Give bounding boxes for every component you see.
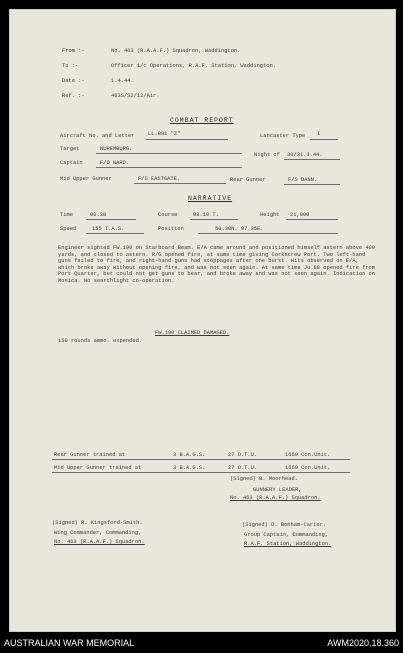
mid-upper-rule [134, 183, 226, 184]
footer-accession-number: AWM2020.18.360 [327, 638, 399, 648]
date-value: 1.4.44. [111, 78, 134, 84]
gunnery-leader-unit: No. 463 (R.A.A.F.) Squadron. [230, 495, 321, 501]
type-label: Lancaster Type [260, 133, 306, 139]
target-label: Target [60, 146, 80, 152]
to-label: To :- [62, 63, 79, 69]
narrative-paragraph: Engineer sighted FW.190 on Starboard Beam. E/A came around and positioned himself astern above 400 yards, and closed to astern. R/G opened fire, at same time giving Corkscrew Port. Two left-hand guns failed to fire, and right-hand guns had stoppages after one burst. Hits observed on E/A, which broke away without opening fire, and was not seen again. At same time Ju.88 opened fire from Port Quarter, but could not get guns to bear, and broke away and was not seen again. Indication on Monica. No searchlight co-operation. [58, 245, 376, 284]
target-rule [96, 153, 242, 154]
mid-upper-trained-unit: 1660 Con.Unit. [285, 465, 331, 471]
wing-commander-title: Wing Commander, Commanding, [54, 530, 142, 536]
rear-trained-otu: 27 O.T.U. [228, 452, 258, 458]
ammo-line: 150 rounds ammo. expended. [58, 338, 143, 344]
rear-trained-label: Rear Gunner trained at [54, 452, 126, 458]
night-value: 30/31.3.44. [287, 152, 323, 158]
speed-label: Speed [60, 226, 77, 232]
ref-value: 463S/S2/12/Air. [111, 93, 160, 99]
course-label: Course [158, 212, 178, 218]
narrative-title: NARRATIVE [188, 195, 233, 202]
aircraft-value: LL.881 "Z" [148, 131, 181, 137]
position-rule [198, 233, 338, 234]
time-label: Time [60, 212, 73, 218]
rear-trained-rule [52, 459, 350, 460]
mid-upper-trained-school: 3 B.A.G.S. [173, 465, 206, 471]
rear-gunner-value: F/S DANN. [288, 177, 318, 183]
document-page [9, 9, 396, 632]
aircraft-rule [146, 139, 228, 140]
time-value: 00.30 [90, 212, 107, 218]
group-captain-unit: R.A.F. Station, Waddington. [244, 541, 332, 547]
rear-trained-school: 3 B.A.G.S. [173, 452, 206, 458]
gunnery-leader-signed: (Signed) B. Moorhead. [230, 476, 298, 482]
wing-commander-unit: No. 463 (R.A.A.F.) Squadron. [54, 539, 145, 545]
target-value: NUREMBURG. [100, 146, 133, 152]
date-label: Date :- [62, 78, 85, 84]
from-value: No. 463 (R.A.A.F.) Squadron, Waddington. [111, 48, 241, 54]
height-rule [286, 219, 338, 220]
course-rule [190, 219, 238, 220]
archive-footer [0, 633, 403, 653]
captain-value: F/O WARD. [100, 160, 130, 166]
type-value: I [317, 131, 321, 137]
gunnery-leader-title: GUNNERY LEADER, [253, 487, 302, 493]
mid-upper-value: F/S EASTGATE. [138, 176, 181, 182]
mid-upper-trained-rule [52, 472, 350, 473]
speed-value: 155 I.A.S. [92, 226, 125, 232]
captain-label: Captain [60, 160, 83, 166]
height-value: 21,000 [290, 212, 310, 218]
wing-commander-signed: (Signed) R. Kingsford-Smith. [52, 520, 143, 526]
night-label: Night of [254, 152, 280, 158]
position-value: 50.30N. 07.35E. [215, 226, 264, 232]
footer-institution: AUSTRALIAN WAR MEMORIAL [4, 638, 135, 648]
group-captain-signed: (Signed) D. Bonham-Carter. [242, 522, 327, 528]
ref-label: Ref. :- [62, 93, 85, 99]
from-label: From :- [62, 48, 85, 54]
rear-gunner-rule [284, 184, 340, 185]
height-label: Height [260, 212, 280, 218]
time-rule [86, 219, 136, 220]
to-value: Officer i/c Operations, R.A.F. Station, Waddington. [111, 63, 276, 69]
speed-rule [86, 233, 144, 234]
night-rule [284, 159, 340, 160]
group-captain-title: Group Captain, Commanding, [244, 532, 329, 538]
type-rule [310, 139, 338, 140]
course-value: 08.10 T. [193, 212, 219, 218]
rear-trained-unit: 1660 Con.Unit. [285, 452, 331, 458]
aircraft-label: Aircraft No. and Letter [60, 133, 135, 139]
mid-upper-label: Mid Upper Gunner [60, 176, 112, 182]
report-title: COMBAT REPORT [170, 117, 234, 124]
captain-rule [96, 167, 242, 168]
position-label: Position [158, 226, 184, 232]
claim-line: FW.190 CLAIMED DAMAGED. [155, 330, 230, 336]
mid-upper-trained-otu: 27 O.T.U. [228, 465, 258, 471]
rear-gunner-label: Rear Gunner [230, 177, 266, 183]
mid-upper-trained-label: Mid Upper Gunner trained at [54, 465, 142, 471]
